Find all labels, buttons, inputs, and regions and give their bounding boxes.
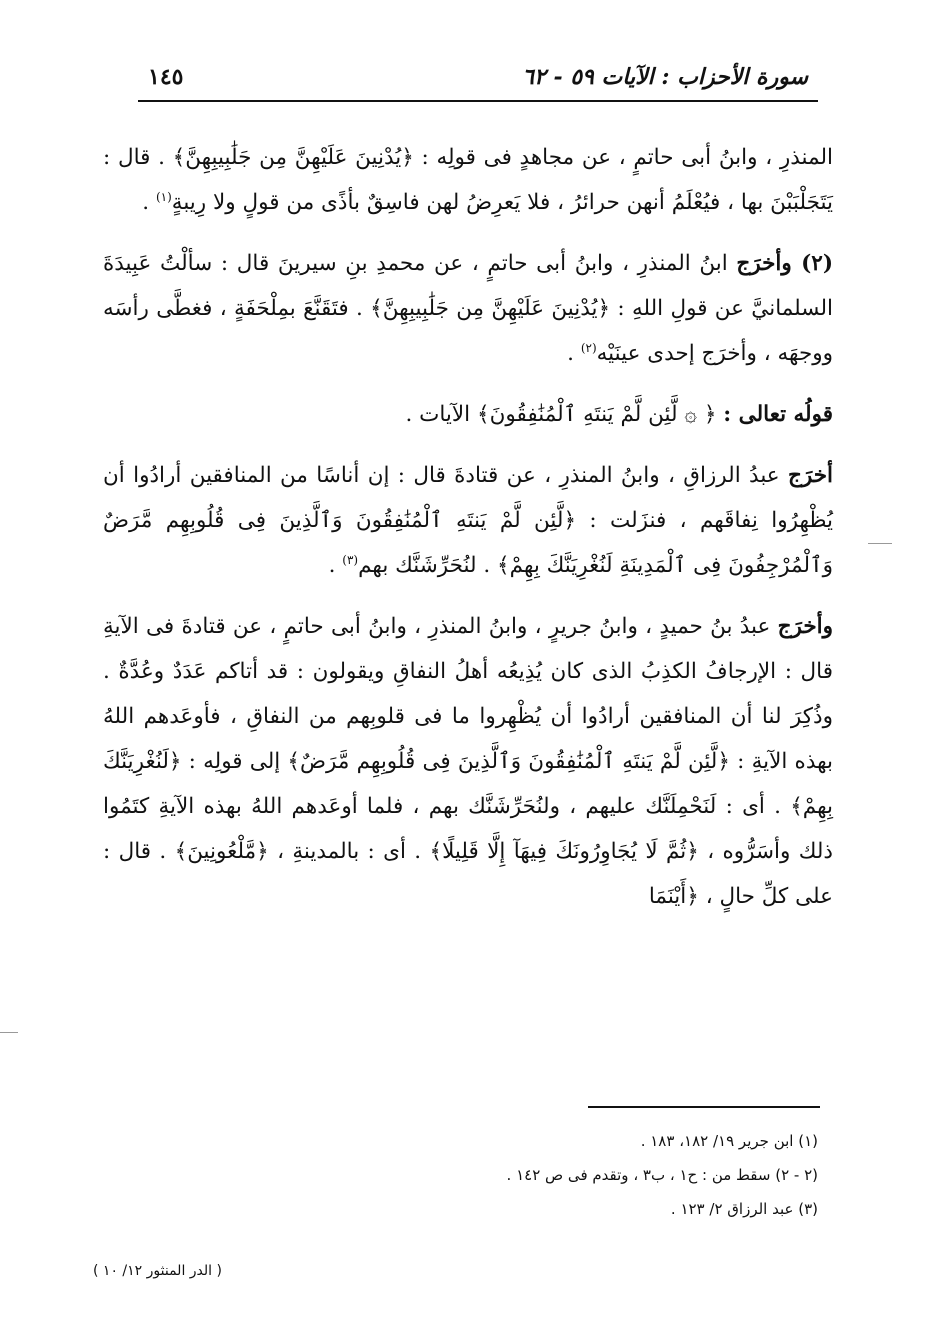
running-header	[138, 58, 818, 98]
main-text	[103, 135, 833, 919]
paragraph-2	[103, 241, 833, 376]
paragraph-lead: وأخرَج	[777, 614, 833, 639]
footnote-2: (٢ - ٢) سقط من : ح١ ، ب٣ ، وتقدم فى ص ١٤٢ .	[506, 1166, 818, 1184]
paragraph-text: ﴿ ۞ لَّئِن لَّمْ يَنتَهِ ٱلْمُنَٰفِقُونَ﴾ الآيات .	[405, 402, 724, 427]
volume-signature: ( الدر المنثور ١٢/ ١٠ )	[93, 1263, 222, 1279]
verse-heading	[103, 392, 833, 437]
footnote-1: (١) ابن جرير ١٩/ ١٨٢، ١٨٣ .	[640, 1132, 818, 1150]
page-number: ١٤٥	[148, 64, 184, 90]
paragraph-text: عبدُ بنُ حميدٍ ، وابنُ جريرٍ ، وابنُ المنذرِ ، وابنُ أبى حاتمٍ ، عن قتادةَ فى الآيةِ قال : الإرجافُ الكذِبُ الذى كان يُذِيعُه أهلُ النفاقِ ويقولون : قد أتاكم عَدَدٌ وعُدَّةٌ . وذُكِرَ لنا أن المنافقين أرادُوا أن يُظْهِروا ما فى قلوبِهم من النفاقِ ، فأوعَدهم اللهُ بهذه الآيةِ : ﴿لَّئِن لَّمْ يَنتَهِ ٱلْمُنَٰفِقُونَ وَٱلَّذِينَ فِى قُلُوبِهِم مَّرَضٌ﴾ إلى قولِه : ﴿لَنُغْرِيَنَّكَ بِهِمْ﴾ . أى : لَنَحْمِلَنَّك عليهم ، ولنُحَرِّشَنَّك بهم ، فلما أوعَدهم اللهُ بهذه الآيةِ كتَمُوا ذلك وأسَرُّوه ، ﴿ثُمَّ لَا يُجَاوِرُونَكَ فِيهَآ إِلَّا قَلِيلًا﴾ . أى : بالمدينةِ ، ﴿مَّلْعُونِينَ﴾ . قال : على كلِّ حالٍ ، ﴿أَيْنَمَا	[103, 614, 833, 909]
footnote-ref: (٣)	[342, 552, 359, 567]
paragraph-lead: (٢) وأخرَج	[736, 251, 833, 276]
header-rule	[138, 100, 818, 102]
paragraph-1	[103, 135, 833, 225]
margin-mark	[868, 543, 892, 544]
paragraph-4	[103, 604, 833, 919]
paragraph-lead: أخرَج	[787, 463, 833, 488]
paragraph-tail: .	[142, 190, 156, 215]
footnote-ref: (٢)	[580, 340, 597, 355]
footnotes	[300, 1124, 818, 1226]
footnote-3: (٣) عبد الرزاق ٢/ ١٢٣ .	[670, 1200, 818, 1218]
paragraph-text: ابنُ المنذرِ ، وابنُ أبى حاتمٍ ، عن محمدِ بنِ سيرينَ قال : سألْتُ عَبِيدَةَ السلمانيَّ عن قولِ اللهِ : ﴿يُدْنِينَ عَلَيْهِنَّ مِن جَلَٰبِيبِهِنَّ﴾ . فتَقَنَّعَ بمِلْحَفَةٍ ، فغطَّى رأسَه ووجهَه ، وأخرَج إحدى عينَيْه	[103, 251, 833, 366]
paragraph-text: عبدُ الرزاقِ ، وابنُ المنذرِ ، عن قتادةَ قال : إن أناسًا من المنافقين أرادُوا أن يُظْهِرُوا نِفاقَهم ، فنزَلت : ﴿لَّئِن لَّمْ يَنتَهِ ٱلْمُنَٰفِقُونَ وَٱلَّذِينَ فِى قُلُوبِهِم مَّرَضٌ وَٱلْمُرْجِفُونَ فِى ٱلْمَدِينَةِ لَنُغْرِيَنَّكَ بِهِمْ﴾ . لنُحَرِّشَنَّك بهم	[103, 463, 833, 578]
footnote-rule	[588, 1106, 820, 1108]
paragraph-text: المنذرِ ، وابنُ أبى حاتمٍ ، عن مجاهدٍ فى قولِه : ﴿يُدْنِينَ عَلَيْهِنَّ مِن جَلَٰبِيبِهِنَّ﴾ . قال : يَتَجَلْبَبْنَ بها ، فيُعْلَمُ أنهن حرائرُ ، فلا يَعرِضُ لهن فاسِقٌ بأذًى من قولٍ ولا رِيبةٍ	[103, 145, 833, 215]
header-title: سورة الأحزاب : الآيات ٥٩ - ٦٢	[522, 64, 808, 90]
paragraph-tail: .	[567, 341, 581, 366]
paragraph-lead: قولُه تعالى :	[723, 402, 833, 427]
footnote-ref: (١)	[155, 189, 172, 204]
margin-mark	[0, 1032, 18, 1033]
paragraph-3	[103, 453, 833, 588]
paragraph-tail: .	[328, 553, 343, 578]
